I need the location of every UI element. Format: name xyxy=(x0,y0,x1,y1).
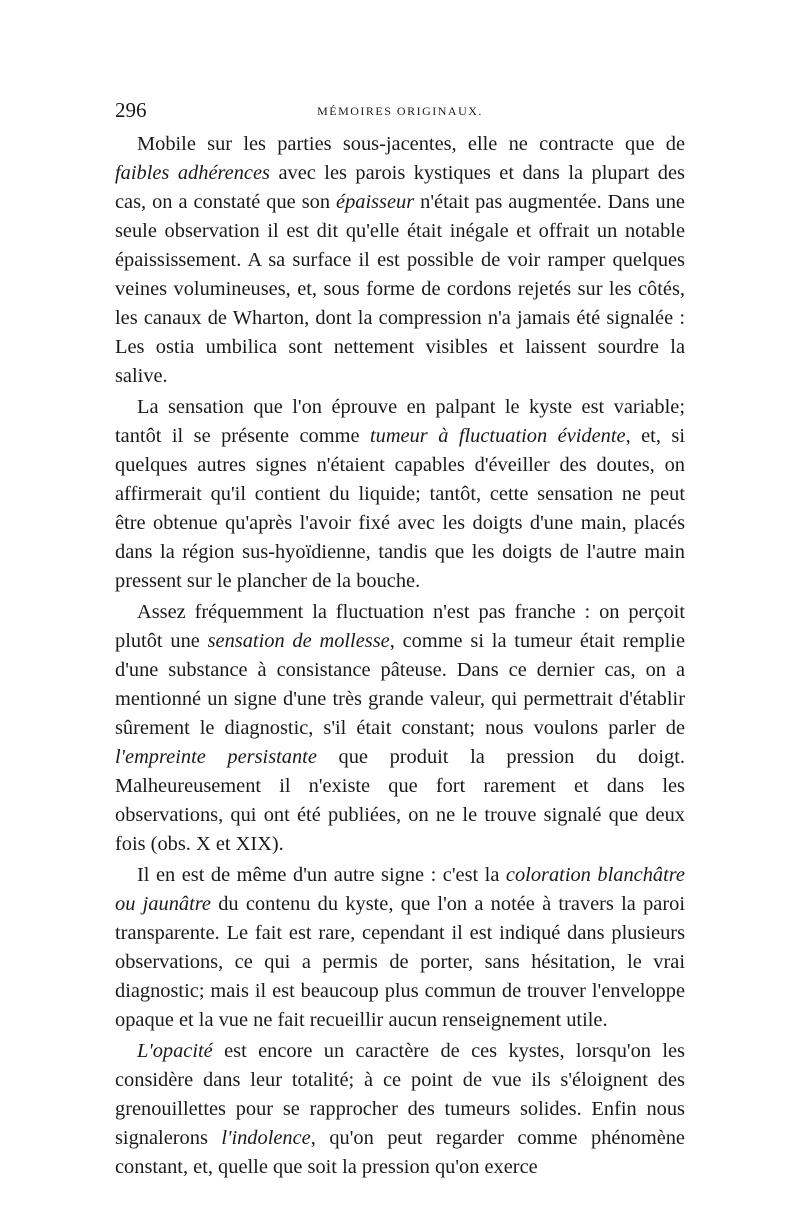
text-run: , comme si la tumeur était remplie d'une substance à consistance pâteuse. Dans ce dernier cas, on a mentionné un signe d'une très grande valeur, qui permettrait d'établir sûrement le diagnostic, s'il était constant; nous voulons parler de xyxy=(115,630,686,739)
italic-phrase: épaisseur xyxy=(336,191,415,213)
italic-phrase: l'empreinte persistante xyxy=(115,746,317,768)
italic-phrase: L'opacité xyxy=(137,1040,213,1062)
paragraph xyxy=(115,130,685,391)
italic-phrase: coloration blanchâtre ou jaunâtre xyxy=(115,864,685,915)
text-run: que produit la pression du doigt. Malheureusement il n'existe que fort rarement et dans les observations, qui ont été publiées, on ne le trouve signalé que deux fois (obs. X et XIX). xyxy=(115,746,685,855)
text-run: n'était pas augmentée. Dans une seule observation il est dit qu'elle était inégale et offrait un notable épaississement. A sa surface il est possible de voir ramper quelques veines volumineuses, et, sous forme de cordons rejetés sur les côtés, les canaux de Wharton, dont la compression n'a jamais été signalée : Les ostia umbilica sont nettement visibles et laissent sourdre la salive. xyxy=(115,191,685,387)
text-run: La sensation que l'on éprouve en palpant le kyste est variable; tantôt il se présente comme xyxy=(115,396,685,447)
book-page xyxy=(115,96,685,1182)
text-run: Mobile sur les parties sous-jacentes, elle ne contracte que de xyxy=(137,133,685,155)
italic-phrase: tumeur à fluctuation évidente xyxy=(369,425,626,447)
paragraph xyxy=(115,393,685,596)
italic-phrase: sensation de mollesse xyxy=(207,630,390,652)
body-text xyxy=(115,130,685,1182)
italic-phrase: l'indolence xyxy=(221,1127,311,1149)
italic-phrase: faibles adhérences xyxy=(115,162,270,184)
running-title: MÉMOIRES ORIGINAUX. xyxy=(317,104,483,118)
text-run: est encore un caractère de ces kystes, lorsqu'on les considère dans leur totalité; à ce point de vue ils s'éloignent des grenouillettes pour se rapprocher des tumeurs solides. Enfin nous signalerons xyxy=(115,1040,685,1149)
text-run: avec les parois kystiques et dans la plupart des cas, on a constaté que son xyxy=(115,162,685,213)
text-run: Il en est de même d'un autre signe : c'est la xyxy=(137,864,506,886)
page-header xyxy=(115,96,685,130)
paragraph xyxy=(115,598,685,859)
paragraph xyxy=(115,1037,685,1182)
text-run: , et, si quelques autres signes n'étaient capables d'éveiller des doutes, on affirmerait qu'il contient du liquide; tantôt, cette sensation ne peut être obtenue qu'après l'avoir fixé avec les doigts d'une main, placés dans la région sus-hyoïdienne, tandis que les doigts de l'autre main pressent sur le plancher de la bouche. xyxy=(115,425,685,592)
paragraph xyxy=(115,861,685,1035)
text-run: , qu'on peut regarder comme phénomène constant, et, quelle que soit la pression qu'on exerce xyxy=(115,1127,685,1178)
text-run: Assez fréquemment la fluctuation n'est pas franche : on perçoit plutôt une xyxy=(115,601,685,652)
text-run: du contenu du kyste, que l'on a notée à travers la paroi transparente. Le fait est rare, cependant il est indiqué dans plusieurs observations, ce qui a permis de porter, sans hésitation, le vrai diagnostic; mais il est beaucoup plus commun de trouver l'enveloppe opaque et la vue ne fait recueillir aucun renseignement utile. xyxy=(115,893,685,1031)
page-number: 296 xyxy=(115,98,147,122)
